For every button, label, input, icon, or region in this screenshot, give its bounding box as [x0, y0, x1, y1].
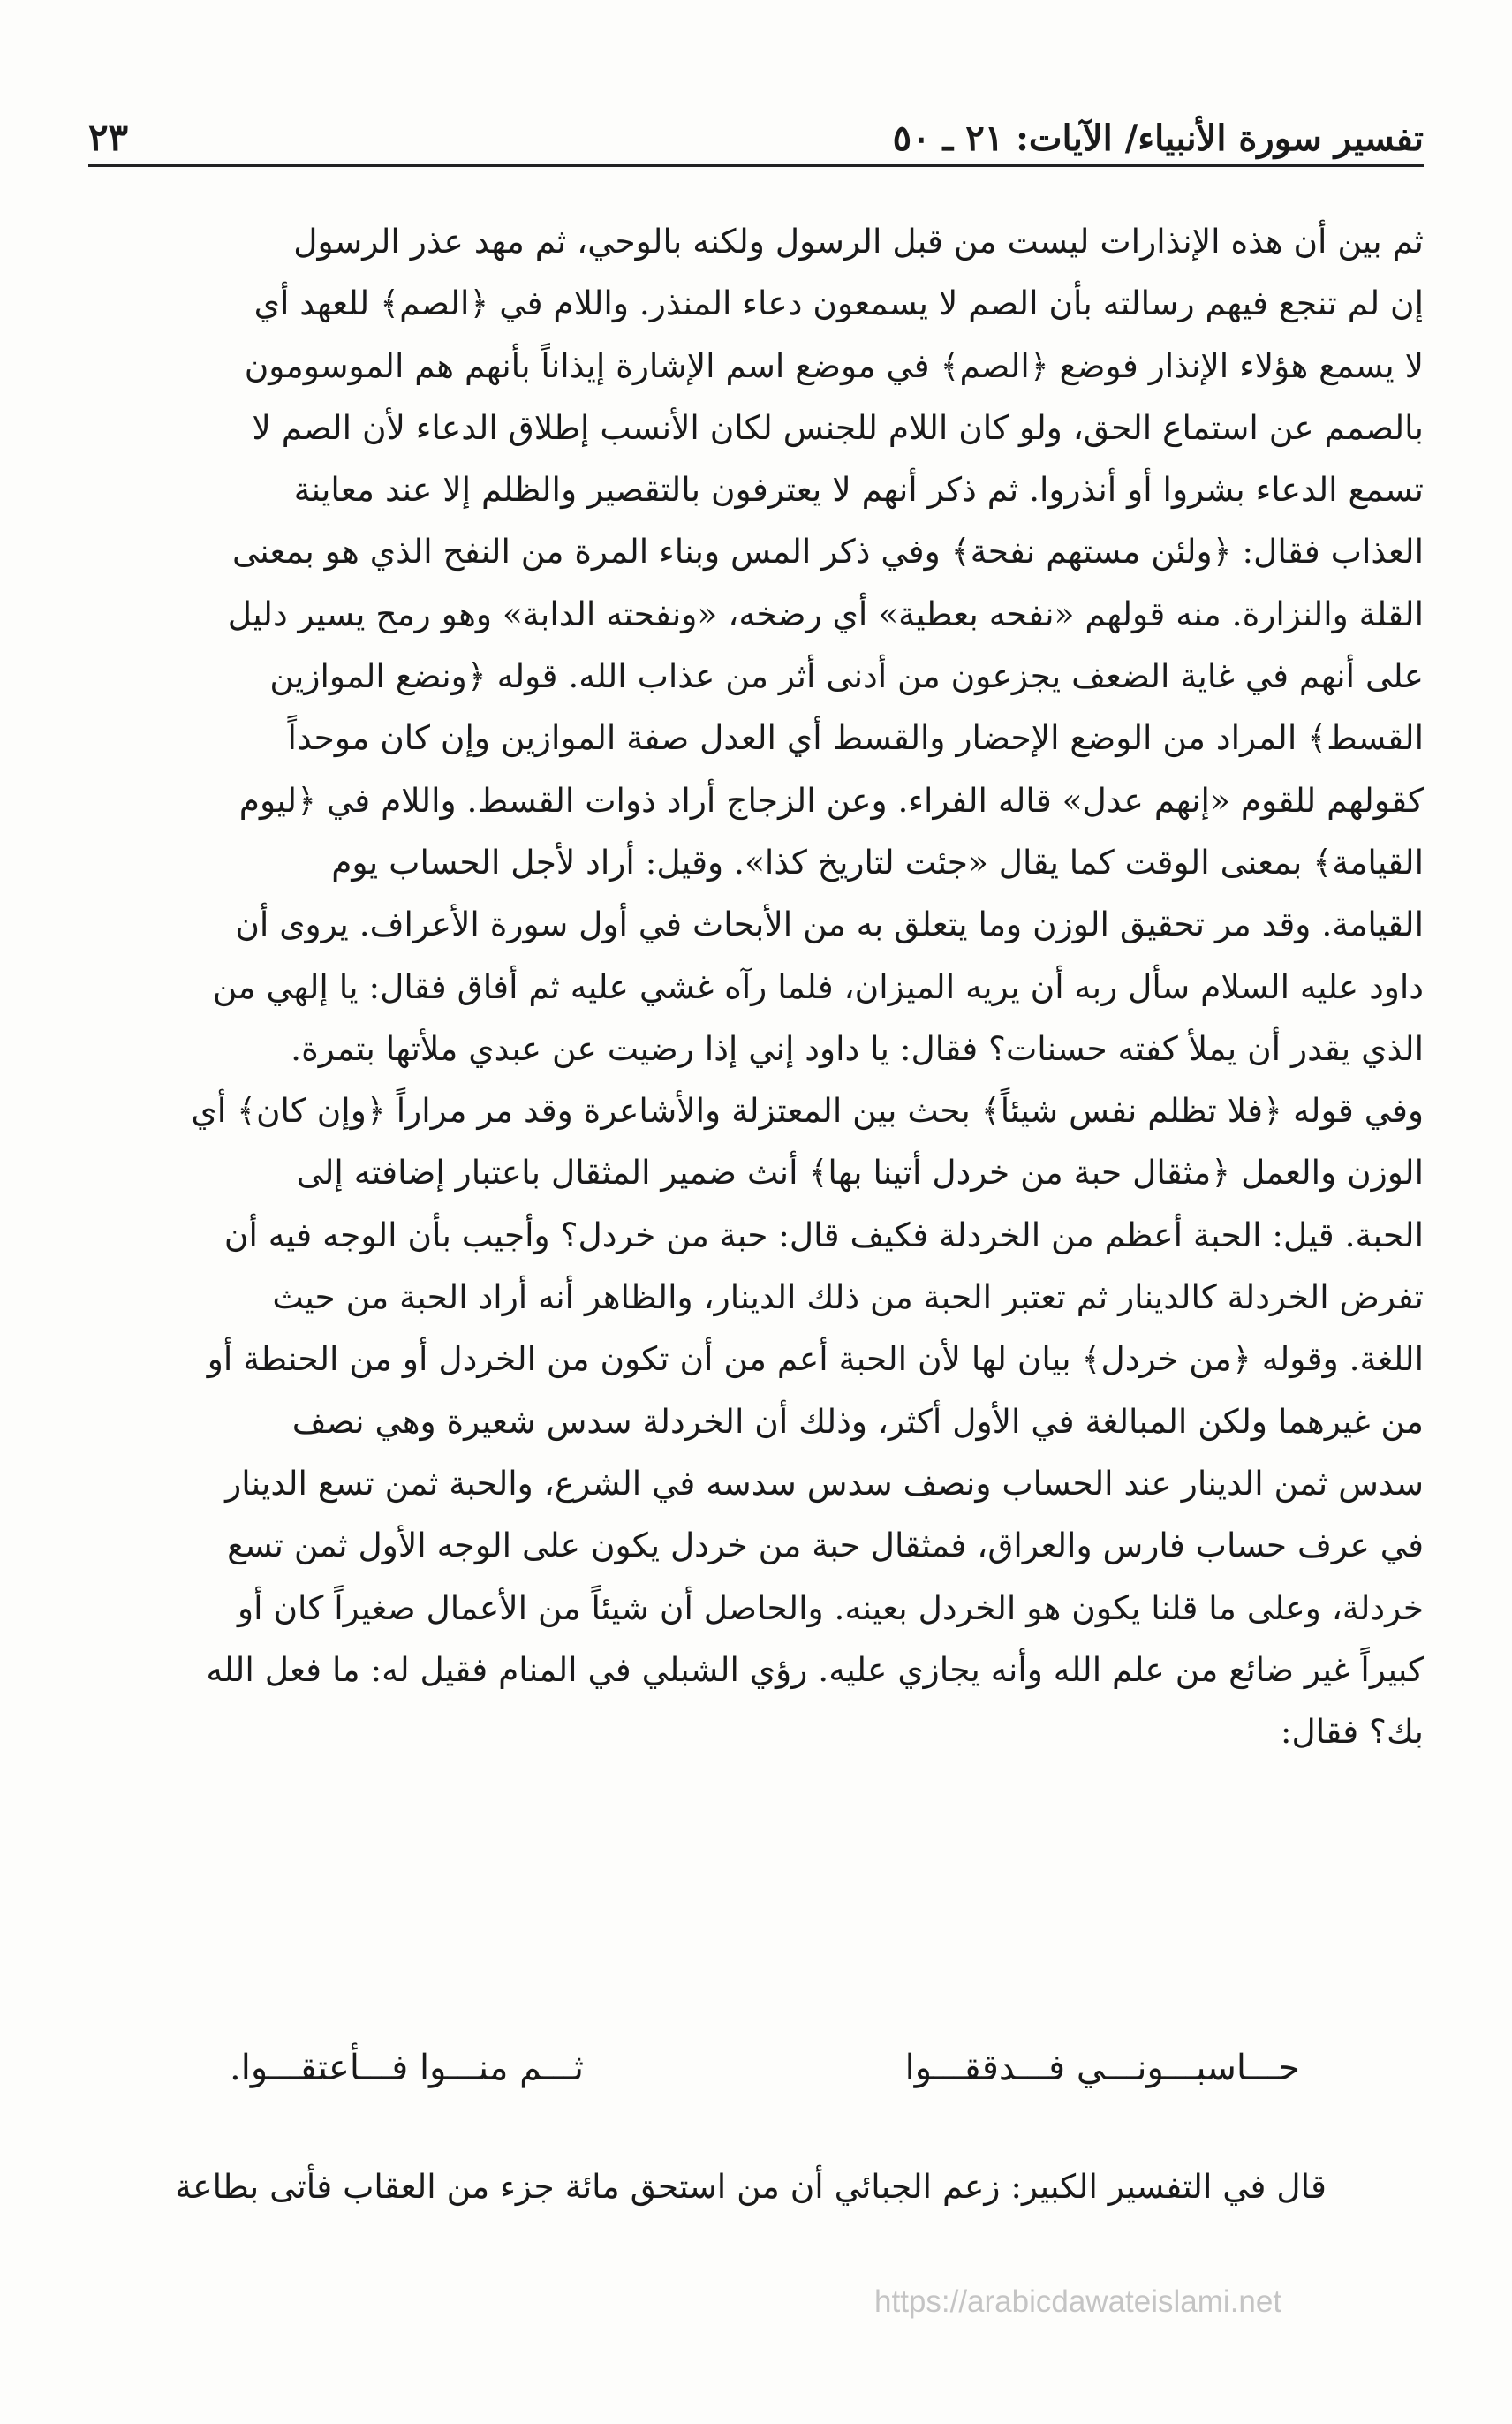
text-line: خردلة، وعلى ما قلنا يكون هو الخردل بعينه. والحاصل أن شيئاً من الأعمال صغيراً كان أو: [238, 1587, 1424, 1627]
text-line: القلة والنزارة. منه قولهم «نفحه بعطية» أي رضخه، «ونفحته الدابة» وهو رمح يسير دليل: [227, 594, 1424, 633]
text-line: الحبة. قيل: الحبة أعظم من الخردلة فكيف قال: حبة من خردل؟ وأجيب بأن الوجه فيه أن: [223, 1215, 1424, 1254]
text-line: تفرض الخردلة كالدينار ثم تعتبر الحبة من ذلك الدينار، والظاهر أنه أراد الحبة من حيث: [272, 1277, 1424, 1317]
poem-hemistich-first: حـــاسبـــونـــي فـــدققـــوا: [904, 2048, 1300, 2088]
text-line: بك؟ فقال:: [1280, 1712, 1424, 1752]
text-line: اللغة. وقوله ﴿من خردل﴾ بيان لها لأن الحبة أعم من أن تكون من الخردل أو من الحنطة أو: [207, 1339, 1424, 1379]
text-line: داود عليه السلام سأل ربه أن يريه الميزان، فلما رآه غشي عليه ثم أفاق فقال: يا إلهي من: [212, 966, 1424, 1006]
running-head: تفسير سورة الأنبياء/ الآيات: ٢١ ـ ٥٠: [892, 117, 1424, 159]
text-line: كقولهم للقوم «إنهم عدل» قاله الفراء. وعن الزجاج أراد ذوات القسط. واللام في ﴿ليوم: [238, 780, 1424, 820]
text-line: في عرف حساب فارس والعراق، فمثقال حبة من خردل يكون على الوجه الأول ثمن تسع: [227, 1526, 1424, 1565]
text-line: تسمع الدعاء بشروا أو أنذروا. ثم ذكر أنهم لا يعترفون بالتقصير والظلم إلا عند معاينة: [293, 470, 1424, 510]
text-line: العذاب فقال: ﴿ولئن مستهم نفحة﴾ وفي ذكر المس وبناء المرة من النفح الذي هو بمعنى: [231, 532, 1424, 572]
watermark-url: https://arabicdawateislami.net: [874, 2284, 1282, 2319]
text-line: القيامة. وقد مر تحقيق الوزن وما يتعلق به من الأبحاث في أول سورة الأعراف. يروى أن: [235, 905, 1424, 944]
text-line: سدس ثمن الدينار عند الحساب ونصف سدس سدسه في الشرع، والحبة ثمن تسع الدينار: [225, 1463, 1424, 1503]
page-number: ٢٣: [88, 116, 129, 159]
text-line: الذي يقدر أن يملأ كفته حسنات؟ فقال: يا داود إني إذا رضيت عن عبدي ملأتها بتمرة.: [291, 1028, 1424, 1068]
text-line: ثم بين أن هذه الإنذارات ليست من قبل الرسول ولكنه بالوحي، ثم مهد عذر الرسول: [293, 222, 1424, 261]
text-line: الوزن والعمل ﴿مثقال حبة من خردل أتينا بها﴾ أنث ضمير المثقال باعتبار إضافته إلى: [296, 1153, 1424, 1193]
text-line: القيامة﴾ بمعنى الوقت كما يقال «جئت لتاريخ كذا». وقيل: أراد لأجل الحساب يوم: [331, 842, 1424, 882]
text-line: كبيراً غير ضائع من علم الله وأنه يجازي عليه. رؤي الشبلي في المنام فقيل له: ما فعل الله: [206, 1649, 1424, 1689]
text-line: القسط﴾ المراد من الوضع الإحضار والقسط أي العدل صفة الموازين وإن كان موحداً: [287, 718, 1424, 758]
text-line: وفي قوله ﴿فلا تظلم نفس شيئاً﴾ بحث بين المعتزلة والأشاعرة وقد مر مراراً ﴿وإن كان﴾ أي: [191, 1091, 1424, 1131]
poem-hemistich-second: ثـــم منـــوا فـــأعتقـــوا.: [230, 2048, 585, 2088]
text-line: بالصمم عن استماع الحق، ولو كان اللام للجنس لكان الأنسب إطلاق الدعاء لأن الصم لا: [252, 407, 1424, 447]
text-line: إن لم تنجع فيهم رسالته بأن الصم لا يسمعون دعاء المنذر. واللام في ﴿الصم﴾ للعهد أي: [253, 284, 1424, 323]
text-line: لا يسمع هؤلاء الإنذار فوضع ﴿الصم﴾ في موضع اسم الإشارة إيذاناً بأنهم هم الموسومون: [244, 345, 1424, 385]
body-text: [97, 210, 1424, 1762]
text-line: من غيرهما ولكن المبالغة في الأول أكثر، وذلك أن الخردلة سدس شعيرة وهي نصف: [291, 1401, 1424, 1441]
text-line: على أنهم في غاية الضعف يجزعون من أدنى أثر من عذاب الله. قوله ﴿ونضع الموازين: [269, 656, 1424, 696]
page-header: [88, 95, 1424, 167]
continuation-line: قال في التفسير الكبير: زعم الجبائي أن من استحق مائة جزء من العقاب فأتى بطاعة: [175, 2167, 1327, 2206]
poem-verse: [230, 2048, 1300, 2088]
